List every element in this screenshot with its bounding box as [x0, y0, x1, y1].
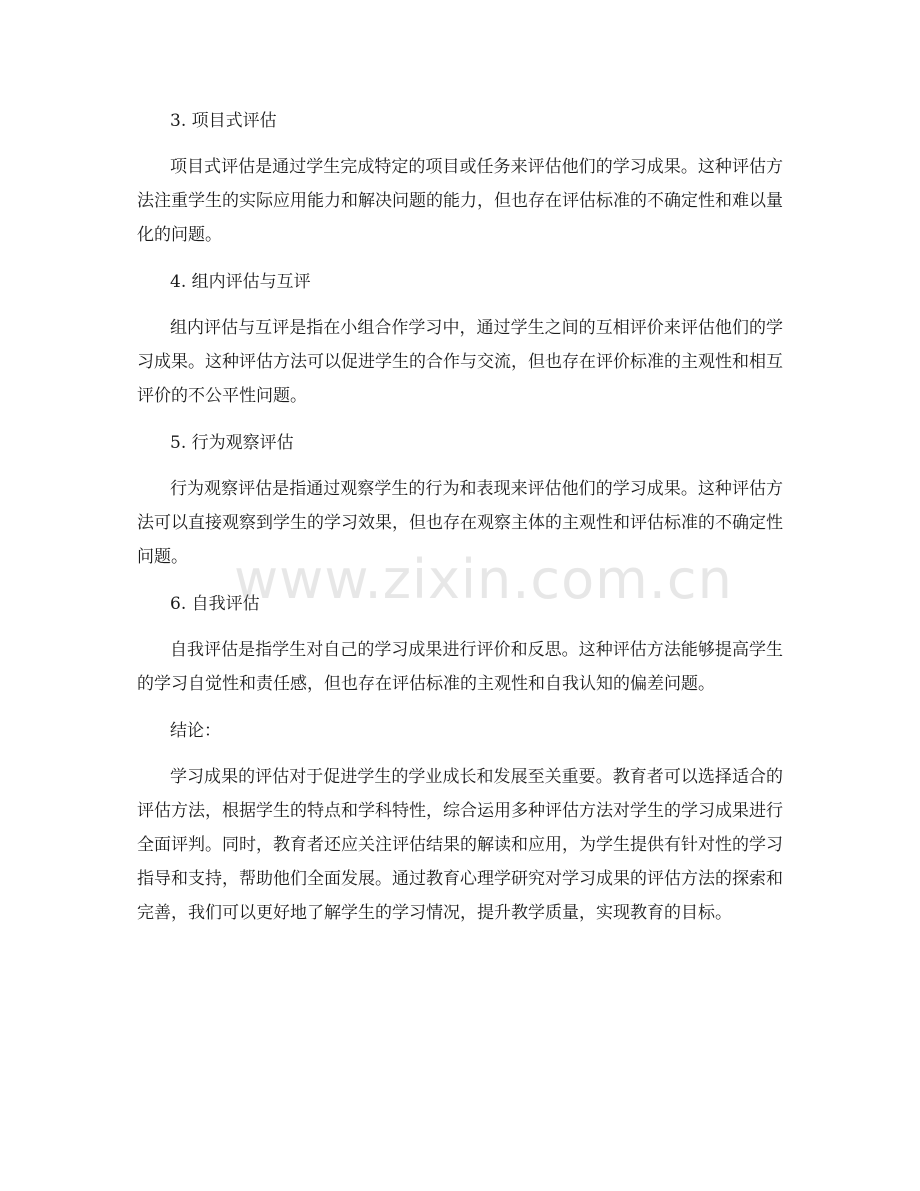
section-paragraph-conclusion: 学习成果的评估对于促进学生的学业成长和发展至关重要。教育者可以选择适合的评估方法，根据学生的特点和学科特性，综合运用多种评估方法对学生的学习成果进行全面评判。同时，教育者还应关注评估结果的解读和应用，为学生提供有针对性的学习指导和支持，帮助他们全面发展。通过教育心理学研究对学习成果的评估方法的探索和完善，我们可以更好地了解学生的学习情况，提升教学质量，实现教育的目标。	[137, 767, 783, 923]
section-heading-behavior-observation: 5. 行为观察评估	[170, 433, 294, 453]
watermark-text: www.zixin.com.cn	[234, 548, 733, 611]
section-paragraph-peer-assessment: 组内评估与互评是指在小组合作学习中，通过学生之间的互相评价来评估他们的学习成果。这种评估方法可以促进学生的合作与交流，但也存在评价标准的主观性和相互评价的不公平性问题。	[137, 318, 783, 406]
section-paragraph-project-assessment: 项目式评估是通过学生完成特定的项目或任务来评估他们的学习成果。这种评估方法注重学生的实际应用能力和解决问题的能力，但也存在评估标准的不确定性和难以量化的问题。	[137, 157, 783, 245]
section-heading-project-assessment: 3. 项目式评估	[170, 111, 277, 131]
section-heading-self-assessment: 6. 自我评估	[170, 594, 260, 614]
section-paragraph-behavior-observation: 行为观察评估是指通过观察学生的行为和表现来评估他们的学习成果。这种评估方法可以直接观察到学生的学习效果，但也存在观察主体的主观性和评估标准的不确定性问题。	[137, 479, 783, 567]
section-heading-conclusion: 结论：	[170, 721, 221, 741]
section-paragraph-self-assessment: 自我评估是指学生对自己的学习成果进行评价和反思。这种评估方法能够提高学生的学习自觉性和责任感，但也存在评估标准的主观性和自我认知的偏差问题。	[137, 640, 783, 694]
document-body	[137, 104, 783, 930]
section-heading-peer-assessment: 4. 组内评估与互评	[170, 272, 311, 292]
